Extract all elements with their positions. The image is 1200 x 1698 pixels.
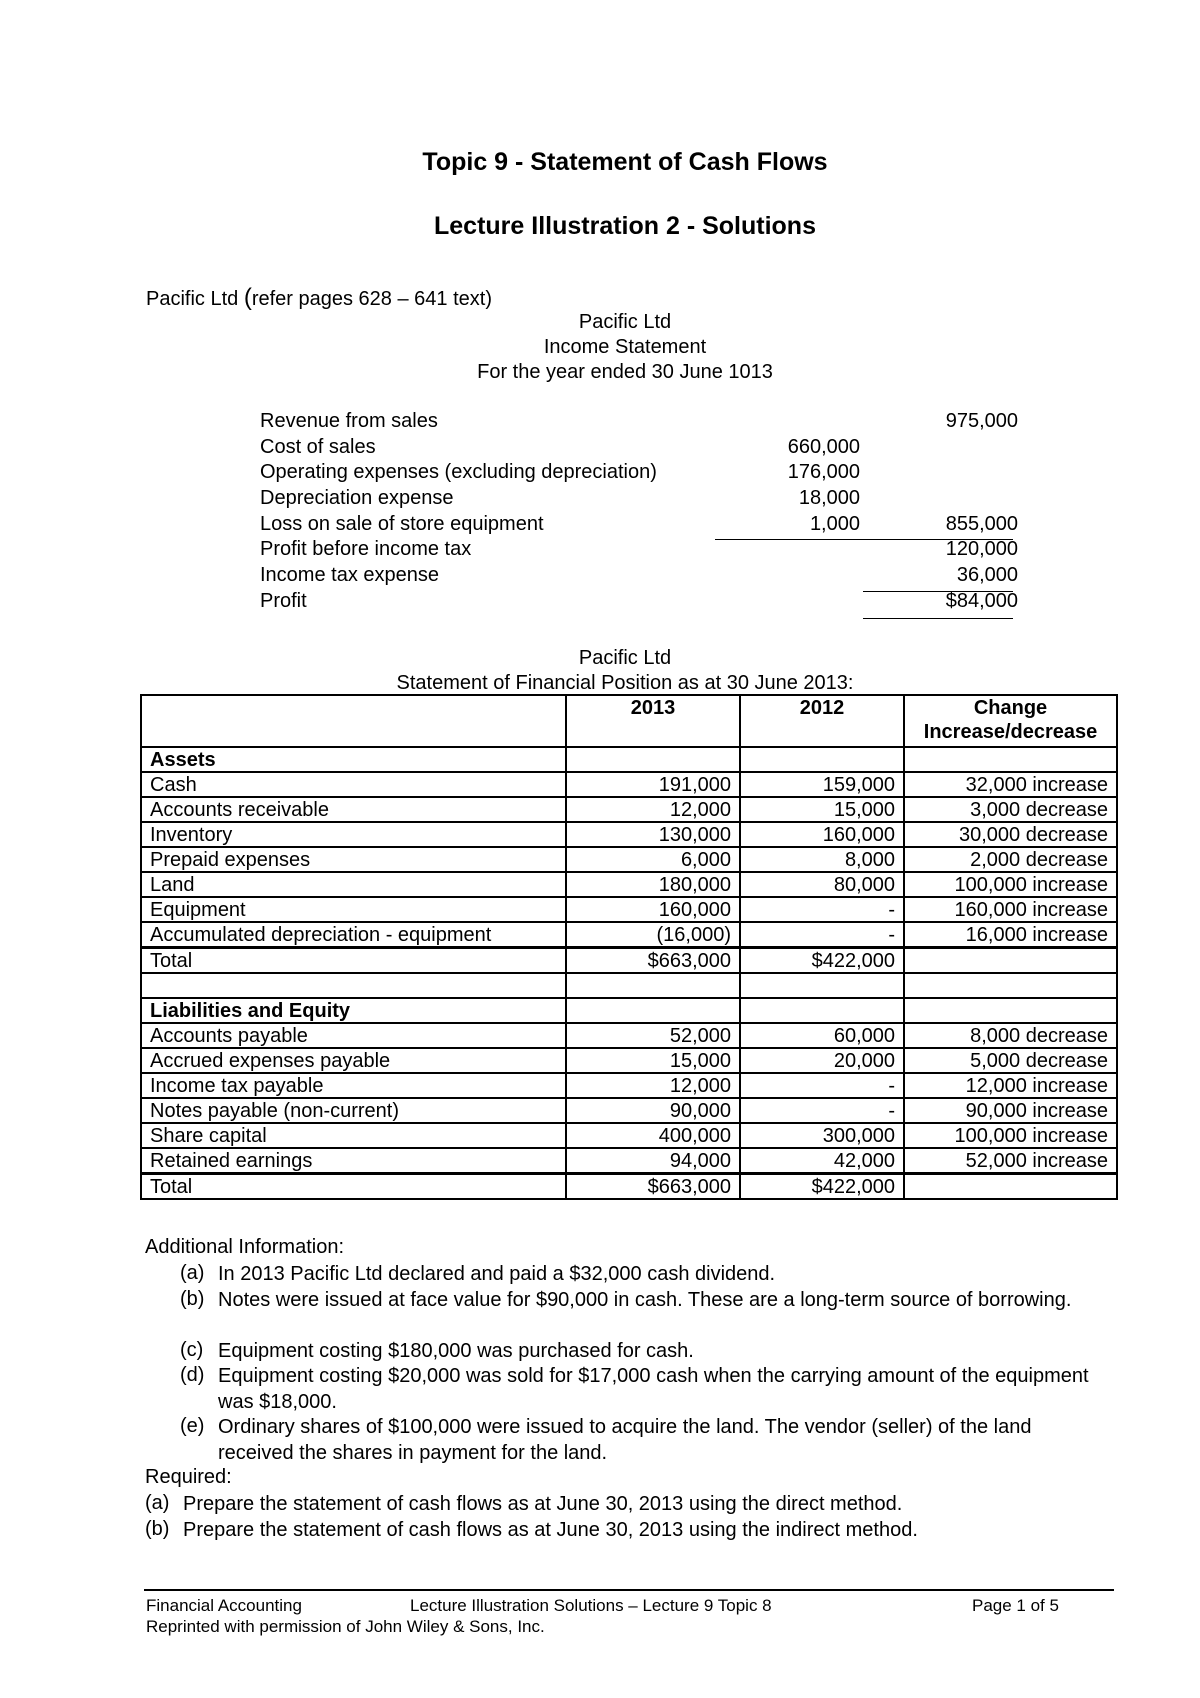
assets-total-row: Total $663,000 $422,000 (141, 948, 1117, 974)
header-change: Change Increase/decrease (904, 695, 1117, 747)
table-row: Land 180,000 80,000 100,000 increase (141, 872, 1117, 897)
table-header-row (141, 695, 1117, 747)
required-heading: Required: (145, 1466, 232, 1488)
table-row: Equipment 160,000 - 160,000 increase (141, 897, 1117, 922)
blank-row (141, 973, 1117, 998)
table-row: Accumulated depreciation - equipment (16,000) - 16,000 increase (141, 922, 1117, 948)
footer-left: Financial Accounting (146, 1596, 302, 1615)
footer-reprint: Reprinted with permission of John Wiley & Sons, Inc. (146, 1617, 545, 1636)
sfp-company: Pacific Ltd (578, 647, 672, 669)
table-row: Accrued expenses payable 15,000 20,000 5,000 decrease (141, 1048, 1117, 1073)
subtotal-rule (715, 539, 1013, 540)
financial-position-table (140, 694, 1118, 1200)
income-statement (260, 410, 1020, 616)
footer-rule (144, 1589, 1114, 1591)
table-row: Share capital 400,000 300,000 100,000 increase (141, 1123, 1117, 1148)
table-row: Inventory 130,000 160,000 30,000 decrease (141, 822, 1117, 847)
footer-page-number: Page 1 of 5 (972, 1596, 1059, 1615)
is-row: Profit $84,000 (260, 589, 1018, 612)
table-row: Income tax payable 12,000 - 12,000 increase (141, 1073, 1117, 1098)
intro-line (146, 284, 492, 312)
is-row: Income tax expense 36,000 (260, 564, 1018, 587)
is-row: Loss on sale of store equipment 1,000 855,000 (260, 512, 1018, 535)
header-2013: 2013 (566, 695, 740, 747)
intro-paren: ( (243, 284, 252, 311)
table-row: Retained earnings 94,000 42,000 52,000 increase (141, 1148, 1117, 1174)
is-company: Pacific Ltd (578, 311, 672, 333)
table-row: Prepaid expenses 6,000 8,000 2,000 decrease (141, 847, 1117, 872)
is-row: Revenue from sales 975,000 (260, 410, 1018, 432)
intro-company: Pacific Ltd (146, 288, 239, 310)
is-row: Profit before income tax 120,000 (260, 538, 1018, 561)
table-row: Accounts payable 52,000 60,000 8,000 decrease (141, 1023, 1117, 1048)
footer-center: Lecture Illustration Solutions – Lecture 9 Topic 8 (410, 1596, 772, 1615)
sfp-name: Statement of Financial Position as at 30 June 2013: (396, 672, 854, 694)
is-row: Operating expenses (excluding depreciation) 176,000 (260, 461, 860, 484)
additional-heading: Additional Information: (145, 1236, 345, 1258)
table-row: Notes payable (non-current) 90,000 - 90,000 increase (141, 1098, 1117, 1123)
is-row: Cost of sales 660,000 (260, 435, 860, 458)
is-name: Income Statement (543, 336, 707, 358)
is-row: Depreciation expense 18,000 (260, 487, 860, 510)
section-row-liabilities: Liabilities and Equity (141, 998, 1117, 1023)
section-row-assets: Assets (141, 747, 1117, 772)
profit-rule (863, 618, 1013, 619)
page-subtitle: Lecture Illustration 2 - Solutions (434, 212, 816, 240)
header-2012: 2012 (740, 695, 904, 747)
page-title: Topic 9 - Statement of Cash Flows (422, 148, 828, 176)
liabilities-total-row: Total $663,000 $422,000 (141, 1174, 1117, 1200)
intro-reference: refer pages 628 – 641 text) (251, 288, 492, 310)
is-period: For the year ended 30 June 1013 (477, 361, 773, 383)
table-row: Cash 191,000 159,000 32,000 increase (141, 772, 1117, 797)
table-row: Accounts receivable 12,000 15,000 3,000 decrease (141, 797, 1117, 822)
tax-rule (863, 591, 1013, 592)
